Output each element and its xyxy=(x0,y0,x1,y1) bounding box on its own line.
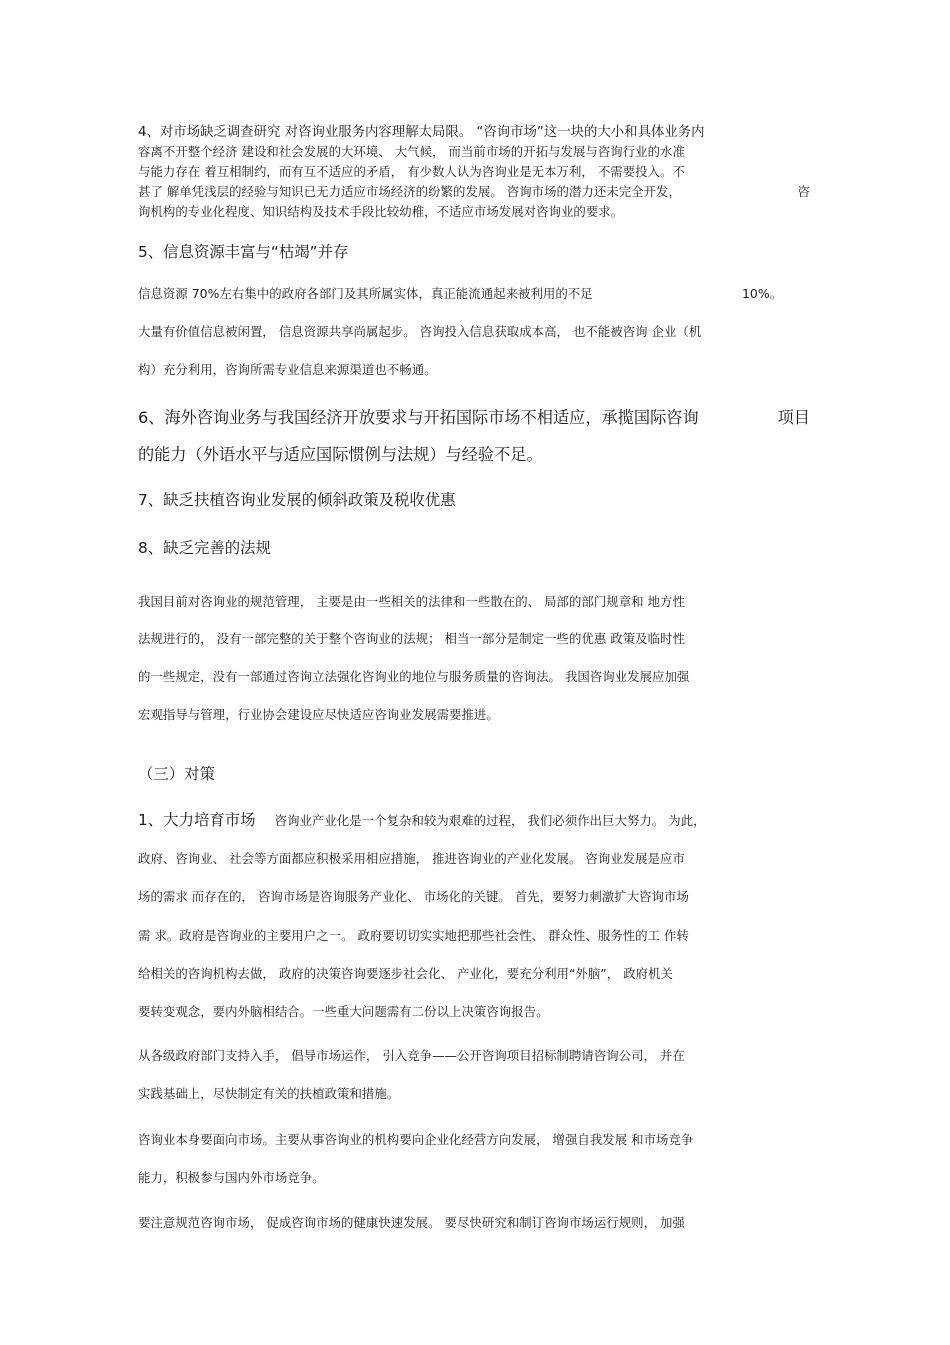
item1-line-2: 政府、咨询业、 社会等方面都应积极采用相应措施， 推进咨询业的产业化发展。 咨询业发展是应市 xyxy=(138,851,685,866)
item1-line-4: 需 求。政府是咨询业的主要用户之一。 政府要切切实实地把那些社会性、 群众性、服务性的工 作转 xyxy=(138,928,689,943)
item1-line-1 xyxy=(138,808,810,830)
section5-heading: 5、信息资源丰富与“枯竭”并存 xyxy=(138,243,349,261)
section4-line-2: 容离不开整个经济 建设和社会发展的大环境、 大气候， 而当前市场的开拓与发展与咨询行业的水准 xyxy=(138,144,685,159)
section5-line-1-text: 信息资源 70%左右集中的政府各部门及其所属实体，真正能流通起来被利用的不足 xyxy=(138,286,593,301)
item1-line-5: 给相关的咨询机构去做， 政府的决策咨询要逐步社会化、 产业化，要充分利用“外脑”， 政府机关 xyxy=(138,966,673,981)
section5-line-2: 大量有价值信息被闲置， 信息资源共享尚属起步。 咨询投入信息获取成本高， 也不能被咨询 企业（机 xyxy=(138,324,702,339)
countermeasures-heading: （三）对策 xyxy=(138,765,215,783)
para3-line-2: 能力，积极参与国内外市场竞争。 xyxy=(138,1170,325,1185)
section8-line-2: 法规进行的， 没有一部完整的关于整个咨询业的法规； 相当一部分是制定一些的优惠 政策及临时性 xyxy=(138,631,685,646)
section4-line-4 xyxy=(138,182,810,200)
para2-line-1: 从各级政府部门支持入手， 倡导市场运作， 引入竞争——公开咨询项目招标制聘请咨询公司， 并在 xyxy=(138,1048,685,1063)
para3-line-1: 咨询业本身要面向市场。主要从事咨询业的机构要向企业化经营方向发展， 增强自我发展 和市场竞争 xyxy=(138,1132,694,1147)
section4-line-4-text: 甚了 解单凭浅层的经验与知识已无力适应市场经济的纷繁的发展。 咨询市场的潜力还未完全开发， xyxy=(138,184,681,199)
section8-heading: 8、缺乏完善的法规 xyxy=(138,539,271,557)
section4-line-4-right: 咨 xyxy=(797,184,810,199)
section4-line-3: 与能力存在 着互相制约，而有互不适应的矛盾， 有少数人认为咨询业是无本万利， 不需要投入。不 xyxy=(138,164,685,179)
section6-line-1-text: 6、海外咨询业务与我国经济开放要求与开拓国际市场不相适应，承揽国际咨询 xyxy=(138,408,699,427)
item1-heading: 1、大力培育市场 xyxy=(138,811,256,829)
para4-line-1: 要注意规范咨询市场， 促成咨询市场的健康快速发展。 要尽快研究和制订咨询市场运行规则， 加强 xyxy=(138,1215,685,1230)
section4-line-5: 询机构的专业化程度、知识结构及技术手段比较幼稚，不适应市场发展对咨询业的要求。 xyxy=(138,204,624,219)
section4-line-1: 4、对市场缺乏调查研究 对咨询业服务内容理解太局限。 “咨询市场”这一块的大小和具体业务内 xyxy=(138,125,705,140)
item1-line-3: 场的需求 而存在的， 咨询市场是咨询服务产业化、 市场化的关键。 首先，要努力刺激扩大咨询市场 xyxy=(138,889,689,904)
section8-line-3: 的一些规定，没有一部通过咨询立法强化咨询业的地位与服务质量的咨询法。 我国咨询业发展应加强 xyxy=(138,669,690,684)
section6-line-1-right: 项目 xyxy=(777,408,810,427)
section8-line-4: 宏观指导与管理，行业协会建设应尽快适应咨询业发展需要推进。 xyxy=(138,707,499,722)
para2-line-2: 实践基础上，尽快制定有关的扶植政策和措施。 xyxy=(138,1086,400,1101)
item1-line-1-text: 咨询业产业化是一个复杂和较为艰难的过程， 我们必须作出巨大努力。 为此， xyxy=(274,813,706,828)
section7-heading: 7、缺乏扶植咨询业发展的倾斜政策及税收优惠 xyxy=(138,491,456,509)
section6-line-2: 的能力（外语水平与适应国际惯例与法规）与经验不足。 xyxy=(138,445,543,464)
section5-line-1-right: 10%。 xyxy=(742,286,783,301)
item1-line-6: 要转变观念，要内外脑相结合。一些重大问题需有二份以上决策咨询报告。 xyxy=(138,1004,549,1019)
section6-line-1 xyxy=(138,404,810,428)
section5-line-3: 构）充分利用，咨询所需专业信息来源渠道也不畅通。 xyxy=(138,362,437,377)
section8-line-1: 我国目前对咨询业的规范管理， 主要是由一些相关的法律和一些散在的、 局部的部门规章和 地方性 xyxy=(138,594,685,609)
section5-line-1 xyxy=(138,284,810,302)
